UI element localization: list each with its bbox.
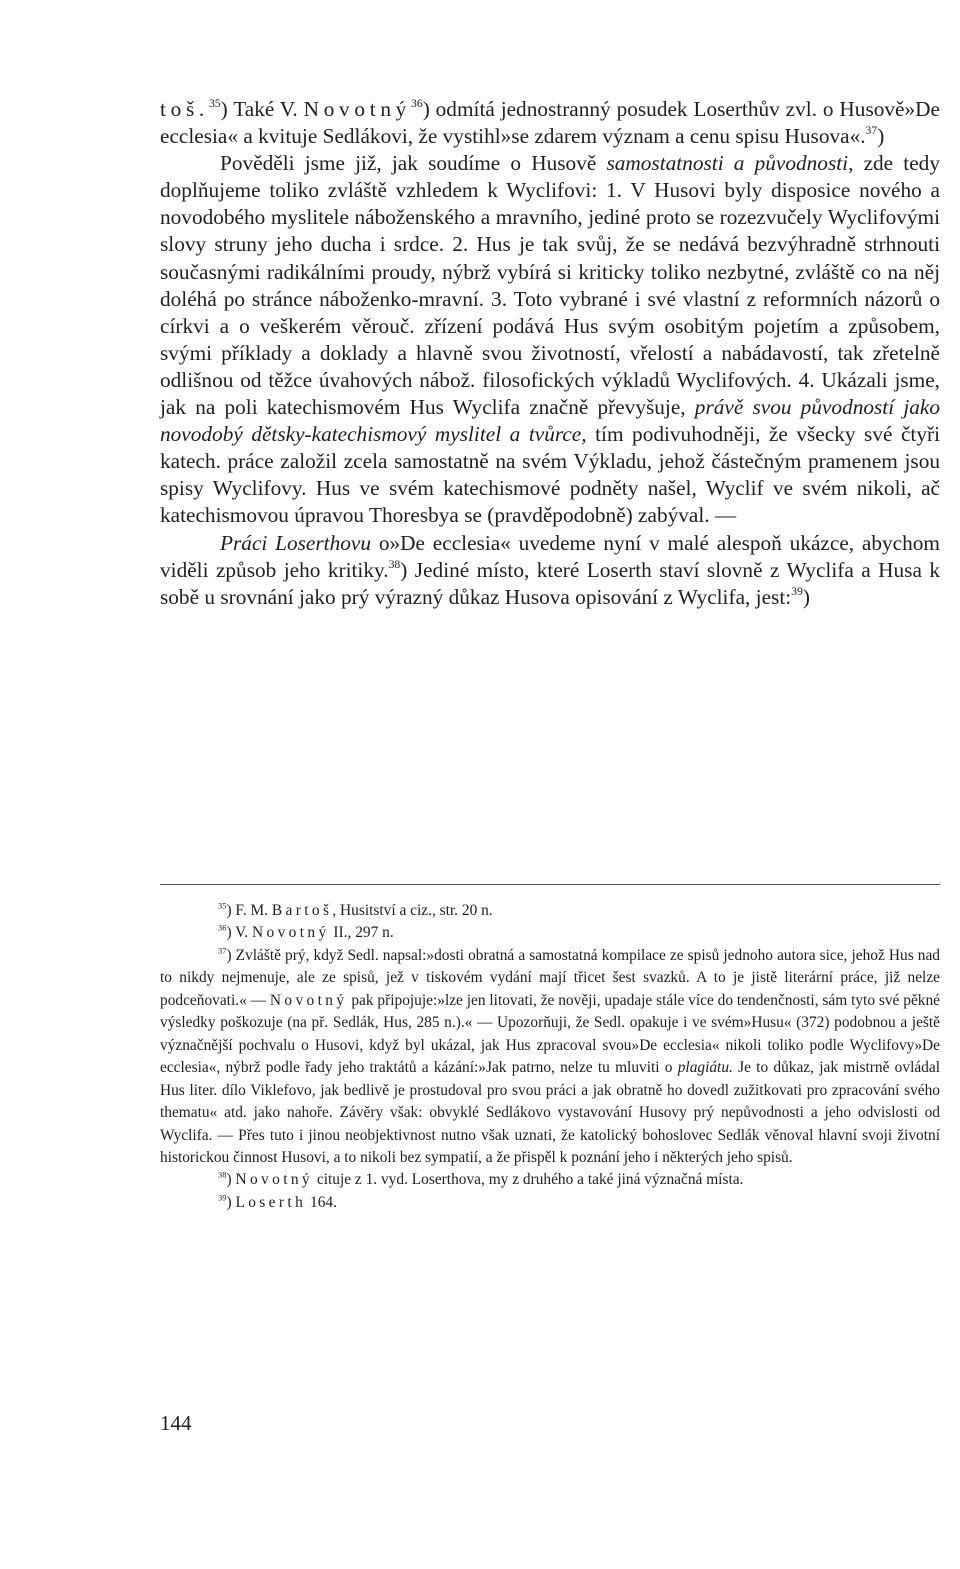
emphasis: samostatnosti a původnosti,	[606, 151, 854, 176]
text-run: )	[877, 124, 885, 149]
main-text	[160, 96, 940, 611]
text-run: ) F. M.	[226, 902, 272, 919]
footnote-36	[160, 922, 940, 944]
text-run: zde tedy doplňujeme toliko zvláště vzhledem k Wyclifovi: 1. V Husovi byly disposice nového a novodobého myslitele náboženského a mravního, jediné proto se rozezvučely Wyclifovými slovy struny jeho ducha i srdce. 2. Hus je tak svůj, že se nedává bezvýhradně strhnouti současnými radikálními proudy, nýbrž vybírá si kriticky toliko nezbytné, zvláště co na něj doléhá po stránce náboženko-mravní. 3. Toto vybrané i své vlastní z reformních názorů o církvi a o veškerém věrouč. zřízení podává Hus svým osobitým pojetím a způsobem, svými příklady a doklady a hlavně svou životností, vřelostí a nabádavostí, tak zřetelně odlišnou od těžce úvahových nábož. filosofických výkladů Wyclifových. 4. Ukázali jsme, jak na poli katechismovém Hus Wyclifa značně převyšuje,	[160, 151, 940, 420]
text-run: ) Jediné místo, které Loserth staví slovně z Wyclifa a Husa k sobě u srovnání jako prý výrazný důkaz Husova opisování z Wyclifa, jest:	[160, 557, 940, 609]
footnote-number: 36	[218, 923, 227, 934]
text-run: )	[226, 1171, 236, 1189]
author-name: Novotný	[269, 991, 348, 1009]
footnote-number: 38	[218, 1170, 227, 1181]
text-run: pak připojuje:»lze jen litovati, že nověji, upadaje stále více do tendenčnosti, sám tyto své pěkné výsledky poškozuje (na př. Sedlák, Hus, 285 n.).« — Upozorňuji, že Sedl. opakuje i ve svém»Husu« (372) podobnou a ještě význačnější pochvalu o Husovi, když byl ukázal, jak Hus zpracoval svou»De ecclesia« nikoli toliko podle Wyclifovy»De ecclesia«, nýbrž podle řady jeho traktátů a kázání:»Jak patrno, nelze tu mluviti o	[160, 991, 940, 1077]
footnote-divider	[160, 884, 940, 885]
text-run: )	[802, 584, 810, 609]
paragraph-3	[160, 530, 940, 611]
author-name: Loserth	[235, 1193, 307, 1211]
footnote-ref-37: 37	[865, 124, 878, 138]
text-run: , Husitství a ciz., str. 20 n.	[332, 902, 493, 919]
page-number: 144	[160, 1411, 192, 1435]
footnote-37	[160, 945, 940, 1170]
footnote-number: 37	[218, 945, 227, 956]
emphasis: právě svou původností jako novodobý dětsky-katechismový myslitel a tvůrce,	[160, 395, 940, 447]
spaced-text: t	[160, 97, 171, 121]
spaced-text: oš.	[170, 97, 209, 121]
footnote-ref-39: 39	[791, 584, 803, 598]
footnotes	[160, 900, 940, 1214]
text-run: 164.	[306, 1193, 337, 1211]
emphasis: Práci Loserthovu	[220, 530, 371, 555]
author-name-novotny: Novotný	[303, 97, 411, 121]
text-run: cituje z 1. vyd. Loserthova, my z druhého a také jiná význačná místa.	[313, 1171, 744, 1189]
text-run: ) V.	[226, 924, 252, 942]
text-run: tím podivuhodněji, že všecky své čtyři katech. práce založil zcela samostatně na svém Výkladu, jehož částečným pramenem jsou spisy Wyclifovy. Hus ve svém katechismové podněty našel, Wyclif ve svém nikoli, ač katechismovou úpravou Thoresbya se (pravděpodobně) zabýval. —	[160, 422, 940, 528]
author-name: Bartoš	[271, 902, 333, 919]
footnote-35	[160, 900, 940, 922]
paragraph-2	[160, 150, 940, 529]
text-run: ) Zvláště prý, když Sedl. napsal:»dosti obratná a samostatná kompilace ze spisů jednoho autora sice, jehož Hus nad to nikdy nejmenuje, ale ze spisů, jež v tiskovém vydání mají třicet šest svazků. A to je jistě literární práce, již nelze podceňovati.« —	[160, 946, 940, 1009]
text-run: o»De ecclesia« uvedeme nyní v malé alespoň ukázce, abychom viděli způsob jeho kritiky.	[160, 530, 940, 582]
footnote-number: 39	[218, 1192, 227, 1203]
text-run: ) Také V.	[220, 97, 304, 121]
paragraph-1	[160, 96, 940, 150]
footnote-number: 35	[218, 900, 227, 911]
footnote-ref-38: 38	[388, 557, 401, 571]
footnote-ref-35: 35	[208, 97, 221, 111]
emphasis: plagiátu.	[677, 1059, 733, 1077]
footnote-38	[160, 1169, 940, 1191]
author-name: Novotný	[251, 924, 330, 942]
text-run: Pověděli jsme již, jak soudíme o Husově	[220, 151, 607, 176]
text-run: )	[226, 1193, 236, 1211]
text-run: ) odmítá jednostranný posudek Loserthův zvl. o Husově»De ecclesia« a kvituje Sedlákovi, že vystihl»se zdarem význam a cenu spisu Husova«.	[160, 97, 940, 149]
footnote-39	[160, 1192, 940, 1214]
text-run: Je to důkaz, jak mistrně ovládal Hus liter. dílo Viklefovo, jak bedlivě je prostudoval pro svou práci a jak obratně ho dovedl zužitkovati pro zpracování svého thematu« atd. jako nahoře. Závěry však: obvyklé Sedlákovo vystavování Husovy prý nepůvodnosti a jeho odvislosti od Wyclifa. — Přes tuto i jinou neobjektivnost nutno však uznati, že katolický bohoslovec Sedlák věnoval hlavní svoji životní historickou činnost Husovi, a to nikoli bez sympatií, a že přispěl k poznání jeho i některých jeho spisů.	[160, 1059, 940, 1166]
author-name: Novotný	[235, 1171, 314, 1189]
text-run: II., 297 n.	[329, 924, 394, 942]
footnote-ref-36: 36	[410, 97, 423, 111]
